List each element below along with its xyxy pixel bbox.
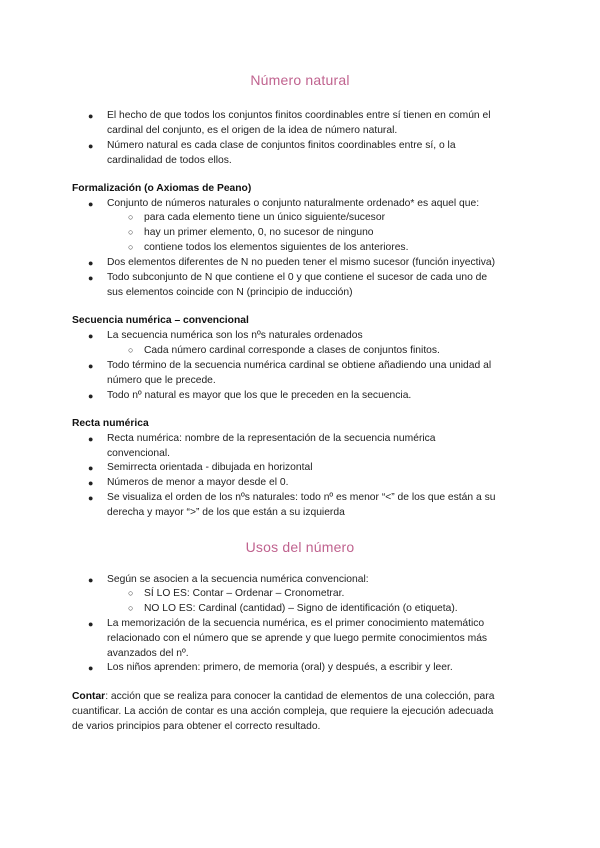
contar-term: Contar	[72, 691, 106, 702]
formalizacion-sub-1: para cada elemento tiene un único siguiente/sucesor	[144, 212, 385, 223]
bullet-dot: ●	[88, 493, 94, 503]
sub-bullet-circle: ○	[128, 212, 134, 222]
usos-item-2-line-2: relacionado con el número que se aprende y que luego permite conocimientos más	[107, 633, 488, 644]
recta-item-4-line-1: Se visualiza el orden de los nºs naturales: todo nº es menor “<” de los que están a su	[107, 492, 496, 503]
usos-sub-2: NO LO ES: Cardinal (cantidad) – Signo de identificación (o etiqueta).	[144, 603, 458, 614]
intro-1-line-1: El hecho de que todos los conjuntos finitos coordinables entre sí tienen en común el	[107, 110, 491, 121]
recta-item-4-line-2: derecha y mayor “>” de los que están a su izquierda	[107, 507, 345, 518]
sub-bullet-circle: ○	[128, 345, 134, 355]
formalizacion-sub-3: contiene todos los elementos siguientes de los anteriores.	[144, 242, 409, 253]
bullet-dot: ●	[88, 619, 94, 629]
formalizacion-item-2: Dos elementos diferentes de N no pueden tener el mismo sucesor (función inyectiva)	[107, 257, 496, 268]
sub-bullet-circle: ○	[128, 588, 134, 598]
bullet-dot: ●	[88, 663, 94, 673]
bullet-dot: ●	[88, 331, 94, 341]
usos-item-2-line-1: La memorización de la secuencia numérica, es el primer conocimiento matemático	[107, 618, 485, 629]
heading-formalizacion: Formalización (o Axiomas de Peano)	[72, 183, 252, 194]
bullet-dot: ●	[88, 478, 94, 488]
intro-2-line-2: cardinalidad de todos ellos.	[107, 155, 232, 166]
recta-item-3: Números de menor a mayor desde el 0.	[107, 477, 289, 488]
title-numero-natural: Número natural	[250, 72, 350, 88]
secuencia-sub-1: Cada número cardinal corresponde a clases de conjuntos finitos.	[144, 345, 440, 356]
secuencia-item-2-line-1: Todo término de la secuencia numérica cardinal se obtiene añadiendo una unidad al	[107, 360, 492, 371]
bullet-dot: ●	[88, 111, 94, 121]
usos-item-1: Según se asocien a la secuencia numérica convencional:	[107, 574, 369, 585]
bullet-dot: ●	[88, 361, 94, 371]
recta-item-2: Semirrecta orientada - dibujada en horizontal	[107, 462, 313, 473]
usos-item-3: Los niños aprenden: primero, de memoria (oral) y después, a escribir y leer.	[107, 662, 453, 673]
title-usos-del-numero: Usos del número	[245, 539, 355, 555]
bullet-dot: ●	[88, 434, 94, 444]
secuencia-item-3: Todo nº natural es mayor que los que le preceden en la secuencia.	[107, 390, 412, 401]
bullet-dot: ●	[88, 199, 94, 209]
contar-definition: : acción que se realiza para conocer la cantidad de elementos de una colección, para	[105, 691, 495, 702]
contar-line-3: de varios principios para obtener el correcto resultado.	[72, 721, 321, 732]
bullet-dot: ●	[88, 391, 94, 401]
contar-line-1	[72, 690, 494, 704]
contar-line-2: cuantificar. La acción de contar es una acción compleja, que requiere la ejecución adecuada	[72, 706, 494, 717]
formalizacion-item-3-line-1: Todo subconjunto de N que contiene el 0 y que contiene el sucesor de cada uno de	[107, 272, 488, 283]
formalizacion-item-3-line-2: sus elementos coincide con N (principio de inducción)	[107, 287, 353, 298]
bullet-dot: ●	[88, 575, 94, 585]
bullet-dot: ●	[88, 258, 94, 268]
bullet-dot: ●	[88, 141, 94, 151]
sub-bullet-circle: ○	[128, 242, 134, 252]
formalizacion-item-1: Conjunto de números naturales o conjunto naturalmente ordenado* es aquel que:	[107, 198, 480, 209]
recta-item-1-line-1: Recta numérica: nombre de la representación de la secuencia numérica	[107, 433, 436, 444]
sub-bullet-circle: ○	[128, 227, 134, 237]
intro-2-line-1: Número natural es cada clase de conjuntos finitos coordinables entre sí, o la	[107, 140, 456, 151]
usos-item-2-line-3: avanzados del nº.	[107, 648, 189, 659]
usos-sub-1: SÍ LO ES: Contar – Ordenar – Cronometrar.	[144, 588, 345, 599]
heading-recta: Recta numérica	[72, 418, 149, 429]
sub-bullet-circle: ○	[128, 603, 134, 613]
heading-secuencia: Secuencia numérica – convencional	[72, 315, 249, 326]
bullet-dot: ●	[88, 463, 94, 473]
bullet-dot: ●	[88, 273, 94, 283]
intro-1-line-2: cardinal del conjunto, es el origen de la idea de número natural.	[107, 125, 398, 136]
secuencia-item-2-line-2: número que le precede.	[107, 375, 216, 386]
formalizacion-sub-2: hay un primer elemento, 0, no sucesor de ninguno	[144, 227, 374, 238]
secuencia-item-1: La secuencia numérica son los nºs naturales ordenados	[107, 330, 363, 341]
recta-item-1-line-2: convencional.	[107, 448, 170, 459]
